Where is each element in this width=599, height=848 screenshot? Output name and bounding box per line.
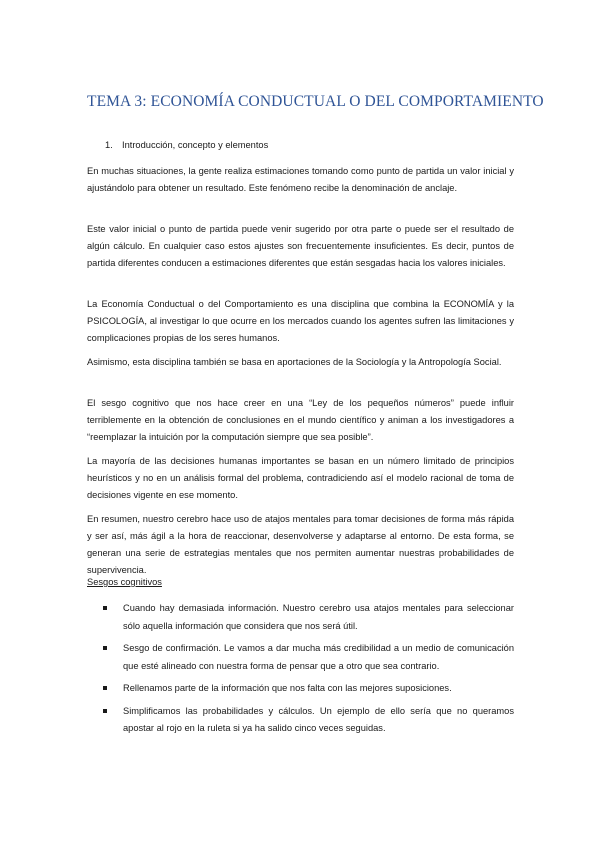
bias-list (87, 600, 514, 743)
list-item-text: Rellenamos parte de la información que nos falta con las mejores suposiciones. (123, 683, 452, 693)
list-item (87, 703, 514, 738)
subheading-cognitive-biases: Sesgos cognitivos (87, 577, 162, 587)
document-title: TEMA 3: ECONOMÍA CONDUCTUAL O DEL COMPORTAMIENTO (87, 93, 544, 110)
bullet-square-icon (103, 709, 107, 713)
list-item-text: Simplificamos las probabilidades y cálculos. Un ejemplo de ello sería que no queramos apostar al rojo en la ruleta si ya ha salido cinco veces seguidas. (123, 705, 514, 733)
paragraph: La Economía Conductual o del Comportamiento es una disciplina que combina la ECONOMÍA y la PSICOLOGÍA, al investigar lo que ocurre en los mercados cuando los agentes sufren las limitaciones y complicaciones propias de los seres humanos. (87, 299, 514, 343)
paragraph: En resumen, nuestro cerebro hace uso de atajos mentales para tomar decisiones de forma más rápida y ser así, más ágil a la hora de reaccionar, desenvolverse y adaptarse al entorno. De esta forma, se generan una serie de estrategias mentales que nos permiten aumentar nuestras probabilidades de supervivencia. (87, 514, 514, 575)
section-heading (105, 140, 268, 150)
section-number: 1. (105, 140, 113, 150)
bullet-square-icon (103, 646, 107, 650)
bullet-square-icon (103, 686, 107, 690)
bullet-square-icon (103, 606, 107, 610)
list-item-text: Sesgo de confirmación. Le vamos a dar mucha más credibilidad a un medio de comunicación que esté alineado con nuestra forma de pensar que a otro que sea contrario. (123, 643, 514, 671)
list-item-text: Cuando hay demasiada información. Nuestro cerebro usa atajos mentales para seleccionar sólo aquella información que considera que nos será útil. (123, 603, 514, 631)
paragraph: Este valor inicial o punto de partida puede venir sugerido por otra parte o puede ser el resultado de algún cálculo. En cualquier caso estos ajustes son frecuentemente insuficientes. Es decir, puntos de partida diferentes conducen a estimaciones diferentes que están sesgadas hacia los valores iniciales. (87, 224, 514, 268)
paragraph: Asimismo, esta disciplina también se basa en aportaciones de la Sociología y la Antropología Social. (87, 357, 502, 367)
section-heading-text: Introducción, concepto y elementos (122, 140, 269, 150)
list-item (87, 600, 514, 635)
paragraph: La mayoría de las decisiones humanas importantes se basan en un número limitado de principios heurísticos y no en un análisis formal del problema, contradiciendo así el modelo racional de toma de decisiones vigente en ese momento. (87, 456, 514, 500)
list-item (87, 640, 514, 675)
paragraph: El sesgo cognitivo que nos hace creer en una “Ley de los pequeños números” puede influir terriblemente en la obtención de conclusiones en el mundo científico y animan a los investigadores a “reemplazar la intuición por la computación siempre que sea posible”. (87, 398, 514, 442)
list-item (87, 680, 514, 698)
paragraph: En muchas situaciones, la gente realiza estimaciones tomando como punto de partida un valor inicial y ajustándolo para obtener un resultado. Este fenómeno recibe la denominación de anclaje. (87, 166, 514, 193)
